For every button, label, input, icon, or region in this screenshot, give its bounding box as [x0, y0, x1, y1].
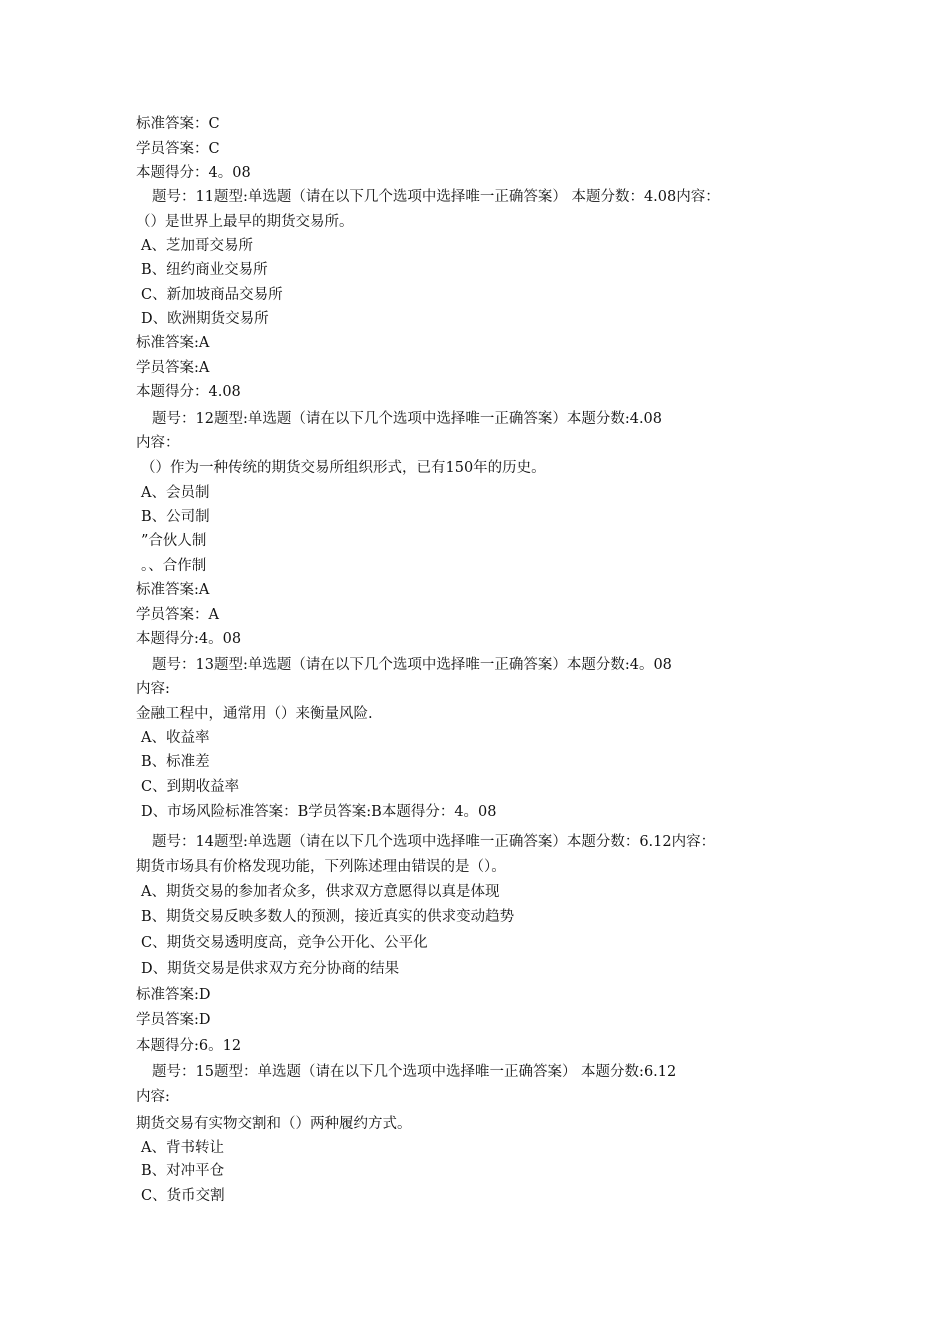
question-11-standard-answer: 标准答案:A [136, 335, 210, 351]
question-12-student-answer: 学员答案：A [136, 607, 219, 623]
question-12-content-label: 内容： [136, 435, 180, 451]
question-11-option-d: D、欧洲期货交易所 [141, 311, 269, 327]
student-answer-line: 学员答案：C [136, 141, 220, 157]
question-11-header: 题号：11题型:单选题（请在以下几个选项中选择唯一正确答案） 本题分数：4.08内容： [152, 189, 720, 205]
question-14-content: 期货市场具有价格发现功能，下列陈述理由错误的是（）。 [136, 859, 506, 875]
question-12-content: （）作为一种传统的期货交易所组织形式，已有150年的历史。 [141, 460, 546, 476]
question-15-option-c: C、货币交割 [141, 1188, 225, 1204]
question-14-score: 本题得分:6。12 [136, 1038, 242, 1054]
question-13-option-c: C、到期收益率 [141, 779, 240, 795]
question-13-option-a: A、收益率 [141, 730, 210, 746]
question-12-option-d: 。、合作制 [141, 558, 207, 574]
question-14-header: 题号：14题型:单选题（请在以下几个选项中选择唯一正确答案）本题分数：6.12内容： [152, 834, 716, 850]
question-11-score: 本题得分：4.08 [136, 384, 241, 400]
question-14-option-a: A、期货交易的参加者众多，供求双方意愿得以真是体现 [141, 884, 500, 900]
question-13-option-b: B、标准差 [141, 754, 210, 770]
question-11-option-b: B、纽约商业交易所 [141, 262, 268, 278]
question-15-option-a: A、背书转让 [141, 1140, 224, 1156]
question-14-student-answer: 学员答案:D [136, 1012, 211, 1028]
question-12-option-c: ”合伙人制 [141, 533, 207, 549]
question-12-option-b: B、公司制 [141, 509, 210, 525]
question-13-content: 金融工程中，通常用（）来衡量风险. [136, 706, 373, 722]
question-13-content-label: 内容: [136, 681, 170, 697]
question-14-option-c: C、期货交易透明度高，竞争公开化、公平化 [141, 935, 428, 951]
question-12-score: 本题得分:4。08 [136, 631, 242, 647]
standard-answer-line: 标准答案：C [136, 116, 220, 132]
question-15-option-b: B、对冲平仓 [141, 1163, 225, 1179]
score-line: 本题得分：4。08 [136, 165, 251, 181]
question-15-header: 题号：15题型：单选题（请在以下几个选项中选择唯一正确答案） 本题分数:6.12 [152, 1064, 677, 1080]
question-14-standard-answer: 标准答案:D [136, 987, 211, 1003]
question-13-option-d-and-answers: D、市场风险标准答案：B学员答案:B本题得分：4。08 [141, 804, 497, 820]
question-11-option-c: C、新加坡商品交易所 [141, 287, 283, 303]
question-12-header: 题号：12题型:单选题（请在以下几个选项中选择唯一正确答案）本题分数:4.08 [152, 411, 663, 427]
question-12-standard-answer: 标准答案:A [136, 582, 210, 598]
question-13-header: 题号：13题型:单选题（请在以下几个选项中选择唯一正确答案）本题分数:4。08 [152, 657, 672, 673]
question-14-option-d: D、期货交易是供求双方充分协商的结果 [141, 961, 400, 977]
question-14-option-b: B、期货交易反映多数人的预测，接近真实的供求变动趋势 [141, 909, 515, 925]
question-15-content-label: 内容: [136, 1089, 170, 1105]
question-15-content: 期货交易有实物交割和（）两种履约方式。 [136, 1116, 412, 1132]
question-11-student-answer: 学员答案:A [136, 360, 210, 376]
question-12-option-a: A、会员制 [141, 485, 210, 501]
question-11-option-a: A、芝加哥交易所 [141, 238, 253, 254]
question-11-content: （）是世界上最早的期货交易所。 [136, 214, 354, 230]
